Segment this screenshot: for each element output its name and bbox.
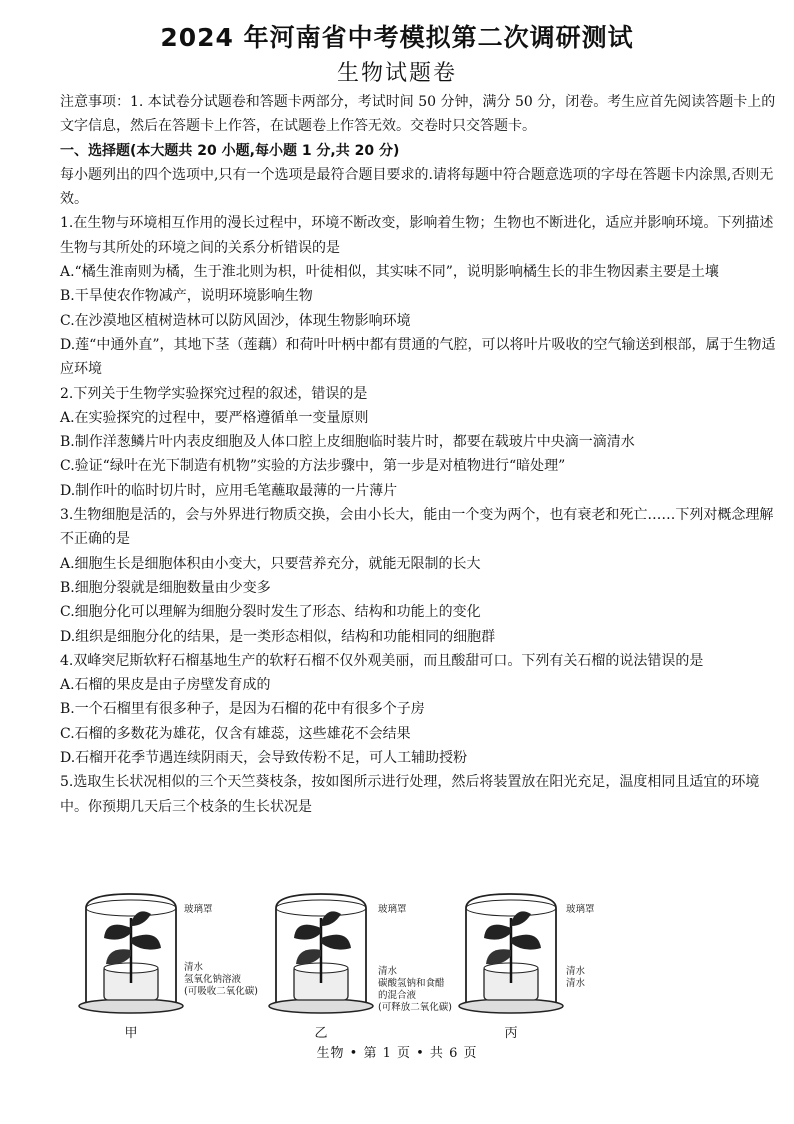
figure-label-bing: 丙 (504, 1026, 518, 1041)
figure-bing (456, 888, 646, 1041)
question-stem: 2.下列关于生物学实验探究过程的叙述，错误的是 (60, 385, 368, 402)
label-solution-note: (可吸收二氧化碳) (184, 986, 258, 997)
bell-jar-plant-illustration (76, 888, 196, 1018)
label-solution-cont: 的混合液 (378, 990, 417, 1001)
option-b: B.干旱使农作物减产，说明环境影响生物 (60, 288, 313, 305)
option-b: B.一个石榴里有很多种子，是因为石榴的花中有很多个子房 (60, 701, 425, 718)
option-c: C.石榴的多数花为雄花，仅含有雄蕊，这些雄花不会结果 (60, 725, 411, 742)
option-c: C.在沙漠地区植树造林可以防风固沙，体现生物影响环境 (60, 312, 411, 329)
exam-body (60, 90, 780, 819)
option-b: B.细胞分裂就是细胞数量由少变多 (60, 579, 271, 596)
experiment-figures (60, 888, 780, 1041)
section-instruction: 每小题列出的四个选项中,只有一个选项是最符合题目要求的.请将每题中符合题意选项的字母在答题卡内涂黑,否则无效。 (60, 166, 774, 208)
figure-label-yi: 乙 (314, 1026, 328, 1041)
option-a: A.在实验探究的过程中，要严格遵循单一变量原则 (60, 409, 369, 426)
question-stem: 5.选取生长状况相似的三个天竺葵枝条，按如图所示进行处理，然后将装置放在阳光充足，温度相同且适宜的环境中。你预期几天后三个枝条的生长状况是 (60, 774, 760, 815)
label-glass-cover: 玻璃罩 (378, 904, 407, 915)
label-water: 清水 (378, 966, 398, 977)
question-1 (60, 211, 780, 381)
option-a: A.“橘生淮南则为橘，生于淮北则为枳，叶徒相似，其实味不同”，说明影响橘生长的非生物因素主要是土壤 (60, 264, 719, 281)
figure-yi (266, 888, 466, 1041)
label-solution-note: (可释放二氧化碳) (378, 1002, 452, 1013)
option-d: D.组织是细胞分化的结果，是一类形态相似，结构和功能相同的细胞群 (60, 628, 496, 645)
option-c: C.验证“绿叶在光下制造有机物”实验的方法步骤中，第一步是对植物进行“暗处理” (60, 458, 566, 475)
page-subtitle: 生物试题卷 (336, 61, 457, 86)
section-heading: 一、选择题(本大题共 20 小题,每小题 1 分,共 20 分) (60, 142, 400, 159)
page-footer: 生物 • 第 1 页 • 共 6 页 (316, 1046, 478, 1061)
question-stem: 1.在生物与环境相互作用的漫长过程中，环境不断改变，影响着生物；生物也不断进化，适应并影响环境。下列描述生物与其所处的环境之间的关系分析错误的是 (60, 215, 774, 256)
label-solution: 碳酸氢钠和食醋 (378, 978, 445, 989)
bell-jar-plant-illustration (266, 888, 386, 1018)
option-b: B.制作洋葱鳞片叶内表皮细胞及人体口腔上皮细胞临时装片时，都要在载玻片中央滴一滴清水 (60, 434, 635, 451)
label-water-2: 清水 (566, 978, 586, 989)
option-d: D.石榴开花季节遇连续阴雨天，会导致传粉不足，可人工辅助授粉 (60, 750, 468, 767)
option-a: A.石榴的果皮是由子房壁发育成的 (60, 677, 271, 694)
question-5 (60, 770, 780, 819)
label-solution: 氢氧化钠溶液 (184, 974, 242, 985)
question-4 (60, 649, 780, 770)
figure-label-jia: 甲 (124, 1026, 138, 1041)
option-c: C.细胞分化可以理解为细胞分裂时发生了形态、结构和功能上的变化 (60, 604, 481, 621)
bell-jar-plant-illustration (456, 888, 576, 1018)
label-glass-cover: 玻璃罩 (184, 904, 213, 915)
label-water: 清水 (184, 962, 204, 973)
option-a: A.细胞生长是细胞体积由小变大，只要营养充分，就能无限制的长大 (60, 555, 481, 572)
page-title: 2024 年河南省中考模拟第二次调研测试 (160, 23, 634, 52)
question-2 (60, 382, 780, 503)
figure-jia (76, 888, 266, 1041)
option-d: D.莲“中通外直”，其地下茎（莲藕）和荷叶叶柄中都有贯通的气腔，可以将叶片吸收的空气输送到根部，属于生物适应环境 (60, 336, 776, 378)
question-3 (60, 503, 780, 649)
label-glass-cover: 玻璃罩 (566, 904, 595, 915)
question-stem: 4.双峰突尼斯软籽石榴基地生产的软籽石榴不仅外观美丽，而且酸甜可口。下列有关石榴的说法错误的是 (60, 652, 704, 669)
question-stem: 3.生物细胞是活的，会与外界进行物质交换，会由小长大，能由一个变为两个，也有衰老和死亡……下列对概念理解不正确的是 (60, 507, 774, 548)
option-d: D.制作叶的临时切片时，应用毛笔蘸取最薄的一片薄片 (60, 482, 398, 499)
notice-text: 注意事项：1. 本试卷分试题卷和答题卡两部分，考试时间 50 分钟，满分 50 分，闭卷。考生应首先阅读答题卡上的文字信息，然后在答题卡上作答，在试题卷上作答无效。交卷时只交答题卡。 (60, 94, 776, 135)
label-water: 清水 (566, 966, 586, 977)
